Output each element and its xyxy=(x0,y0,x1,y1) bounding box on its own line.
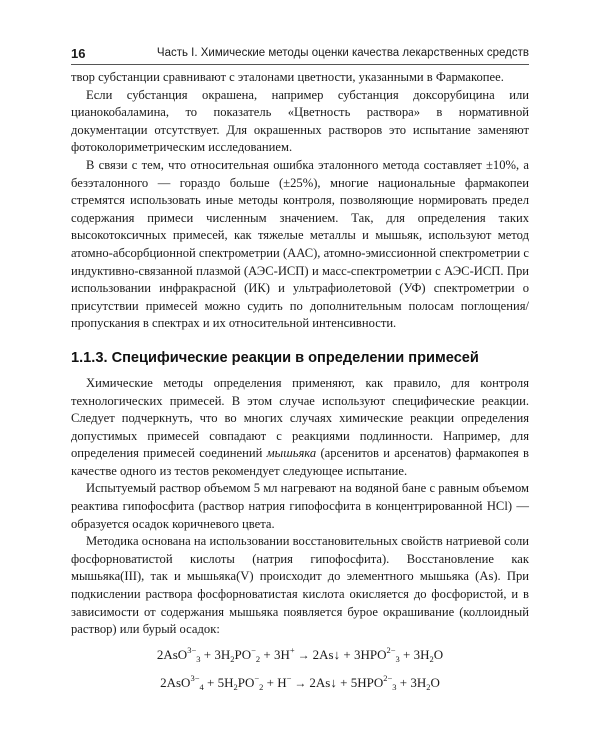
eq-term: 3HPO xyxy=(353,646,387,662)
eq-sup: 2− xyxy=(386,644,396,655)
eq-op: + xyxy=(336,674,351,690)
paragraph: твор субстанции сравнивают с эталонами цветности, указанными в Фармакопее. xyxy=(71,70,504,84)
eq-term: 2As↓ xyxy=(312,646,341,662)
eq-term: 2AsO xyxy=(156,646,188,662)
eq-op: + xyxy=(340,646,354,662)
eq-term: 2As↓ xyxy=(309,674,337,690)
eq-sub: 3 xyxy=(395,653,400,664)
eq-op: + xyxy=(396,674,411,690)
page-number: 16 xyxy=(71,46,86,61)
eq-op: + xyxy=(203,674,218,690)
paragraph xyxy=(71,375,529,481)
equation-1 xyxy=(71,643,529,667)
paragraph: Если субстанция окрашена, например субстанция доксорубицина или цианокобаламина, то показатель «Цветность раствора» в нормативной документации отсутствует. Для окрашенных растворов это испытание заменяют фотоколориметрическим исследованием. xyxy=(71,87,529,155)
eq-sup: − xyxy=(251,644,256,655)
eq-sup: − xyxy=(254,672,260,683)
eq-sub: 2 xyxy=(230,653,235,664)
eq-sub: 2 xyxy=(429,653,434,664)
eq-term: PO xyxy=(234,646,252,662)
eq-term: 2AsO xyxy=(160,674,191,690)
eq-sup: 3− xyxy=(187,644,197,655)
paragraph: Методика основана на использовании восстановительных свойств натриевой соли фосфорноватистой кислоты (натрия гипофосфита). Восстановление как мышьяка(III), так и мышьяка(V) происходит до элементного мышьяка (As). При подкислении раствора фосфорноватистая кислота окисляется до фосфористой, и в зависимости от содержания мышьяка появляется бурое окрашивание (коллоидный раствор) или бурый осадок: xyxy=(71,534,529,637)
page-body xyxy=(71,69,529,695)
eq-op: + xyxy=(200,646,215,662)
eq-term: 5H xyxy=(217,674,234,690)
paragraph: В связи с тем, что относительная ошибка эталонного метода составляет ±10%, а безэталонного — гораздо больше (±25%), многие национальные фармакопеи стремятся использовать иные методы контроля, позволяющие нормировать предел содержания примеси численным значением. Так, для определения таких высокотоксичных примесей, как тяжелые металлы и мышьяк, используют метод атомно-абсорбционной спектрометрии (ААС), атомно-эмиссионной спектрометрии с индуктивно-связанной плазмой (АЭС-ИСП) и масс-спектрометрии с АЭС-ИСП. При использовании инфракрасной (ИК) и ультрафиолетовой (УФ) спектрометрии о присутствии примесей можно судить по дополнительным полосам поглощения/пропускания в спектрах и их относительной интенсивности. xyxy=(71,157,529,331)
eq-term: PO xyxy=(237,674,255,690)
eq-sub: 2 xyxy=(426,681,431,692)
eq-sub: 2 xyxy=(233,681,238,692)
italic-term: мышьяка xyxy=(266,446,317,461)
eq-term: 3H xyxy=(413,646,430,662)
eq-sub: 3 xyxy=(196,653,201,664)
eq-sub: 2 xyxy=(259,681,264,692)
section-heading: 1.1.3. Специфические реакции в определении примесей xyxy=(71,349,479,366)
eq-term: 3H xyxy=(273,646,290,662)
eq-sub: 2 xyxy=(255,653,261,664)
eq-op: + xyxy=(260,646,274,662)
equation-2 xyxy=(71,671,529,695)
paragraph-text: (арсенитов и арсенатов) фармакопея в качестве одного из тестов рекомендует следующее испытание. xyxy=(71,446,529,478)
eq-op: + xyxy=(399,646,414,662)
reaction-arrow: → xyxy=(291,675,310,690)
header-rule xyxy=(71,64,529,65)
eq-term: O xyxy=(433,646,444,662)
eq-sup: 3− xyxy=(190,672,200,683)
eq-op: + xyxy=(263,674,278,690)
eq-term: 3H xyxy=(214,646,231,662)
eq-sub: 4 xyxy=(199,681,204,692)
eq-term: 3H xyxy=(410,674,427,690)
page-header xyxy=(71,44,529,64)
reaction-arrow: → xyxy=(294,647,313,662)
eq-sub: 3 xyxy=(392,681,397,692)
paragraph-text: Химические методы определения применяют, как правило, для контроля технологических примесей. В этом случае используют специфические реакции. Следует подчеркнуть, что во многих случаях химические реакции определения допустимых примесей совпадают с реакциями подлинности. Например, для определения примесей соединений xyxy=(71,375,529,461)
eq-sup: 2− xyxy=(383,672,393,683)
running-title: Часть I. Химические методы оценки качества лекарственных средств xyxy=(156,47,529,59)
eq-sup: + xyxy=(289,644,295,655)
paragraph: Испытуемый раствор объемом 5 мл нагревают на водяной бане с равным объемом реактива гипофосфита (раствор натрия гипофосфита в концентрированной HCl) — образуется осадок коричневого цвета. xyxy=(71,481,529,531)
eq-term: H xyxy=(277,674,287,690)
eq-sup: − xyxy=(286,672,292,683)
eq-term: O xyxy=(430,674,440,690)
eq-term: 5HPO xyxy=(350,674,384,690)
